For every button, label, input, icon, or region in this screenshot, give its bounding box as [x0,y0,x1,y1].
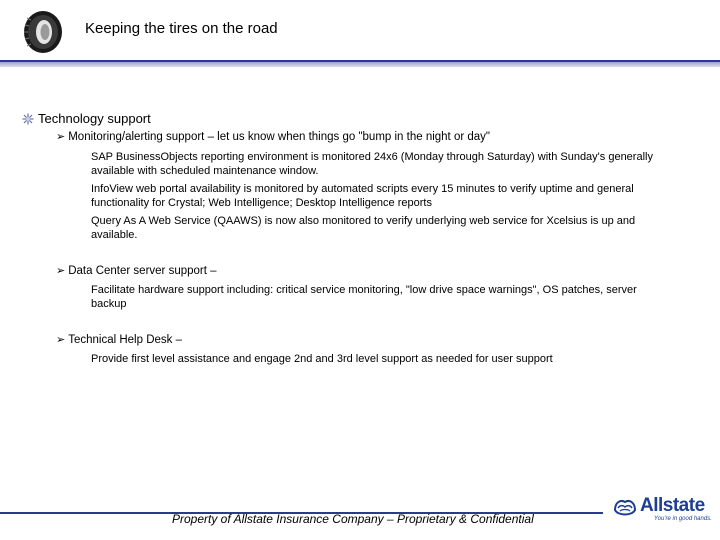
arrow-bullet-icon: ➢ [56,131,66,143]
paragraph: Provide first level assistance and engage 2nd and 3rd level support as needed for user support [91,353,553,365]
header-divider [0,60,720,67]
paragraph: Facilitate hardware support including: critical service monitoring, "low drive space warnings", OS patches, server backup [91,284,637,310]
paragraph: Query As A Web Service (QAAWS) is now also monitored to verify underlying web service for Xcelsius is up and available. [91,215,636,241]
list-item [56,333,182,346]
paragraph: InfoView web portal availability is monitored by automated scripts every 15 minutes to verify uptime and general functionality for Crystal; Web Intelligence; Desktop Intelligence reports [91,183,634,209]
section-heading-label: Technology support [38,111,151,126]
logo-tagline: You're in good hands. [654,516,712,522]
allstate-logo [610,492,718,526]
logo-brand: Allstate [640,495,705,516]
starburst-bullet-icon [22,113,34,125]
page-title: Keeping the tires on the road [85,20,278,37]
arrow-bullet-icon: ➢ [56,265,66,277]
arrow-bullet-icon: ➢ [56,334,66,346]
list-item [56,264,217,277]
list-item-label: Monitoring/alerting support – let us know when things go "bump in the night or day" [68,130,490,143]
list-item-label: Technical Help Desk – [68,333,182,346]
list-item [56,130,490,143]
footer-confidential-text: Property of Allstate Insurance Company – Proprietary & Confidential [172,512,534,526]
good-hands-icon [612,494,638,520]
section-heading [22,111,151,126]
list-item-label: Data Center server support – [68,264,217,277]
paragraph: SAP BusinessObjects reporting environment is monitored 24x6 (Monday through Saturday) with Sunday's generally available with scheduled maintenance window. [91,151,653,177]
tire-icon [22,10,64,54]
